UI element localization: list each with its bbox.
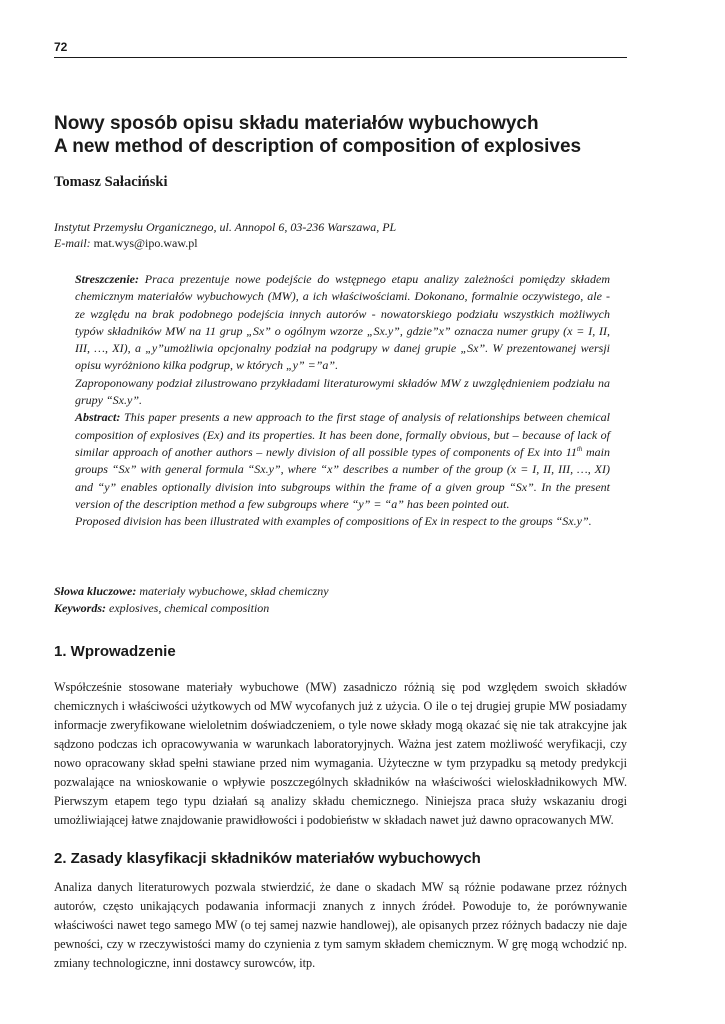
section-1-paragraph: Współcześnie stosowane materiały wybuchowe (MW) zasadniczo różnią się pod względem swoich składów chemicznych i właściwości użytkowych od MW wycofanych już z użycia. O ile o tej drugiej grupie MW posiadamy informacje zweryfikowane wieloletnim doświadczeniem, o tyle nowe składy mogą okazać się nie tak atrakcyjne jak sądzono podczas ich opracowywania w warunkach laboratoryjnych. Ważna jest zatem możliwość weryfikacji, czy nowo opracowany skład spełni stawiane przed nim wymagania. Użyteczne w tym przypadku są metody predykcji pozwalające na wnioskowanie o wpływie poszczególnych składników na właściwości wieloskładnikowych MW. Pierwszym etapem tego typu działań są analizy składu chemicznego. Niniejsza praca służy wskazaniu drogi umożliwiającej łatwe znajdowanie prawidłowości i podobieństw w składach nawet już dawno opracowanych MW.: [54, 680, 627, 827]
abstract-en: [75, 409, 610, 513]
institute-address: Instytut Przemysłu Organicznego, ul. Annopol 6, 03-236 Warszawa, PL: [54, 220, 397, 234]
section-2-heading: 2. Zasady klasyfikacji składników materiałów wybuchowych: [54, 850, 481, 867]
abstract-block: [75, 271, 610, 530]
header-rule: [54, 57, 627, 58]
article-title: [54, 112, 654, 158]
section-1-body: [54, 678, 627, 830]
section-2-body: [54, 878, 627, 973]
email-line: [54, 235, 396, 251]
email-label: E-mail:: [54, 236, 91, 250]
abstract-pl-paragraph2: Zaproponowany podział zilustrowano przykładami literaturowymi składów MW z uwzględnieniem podziału na grupy “Sx.y”.: [75, 375, 610, 408]
keywords-block: [54, 583, 329, 617]
keywords-pl-label: Słowa kluczowe:: [54, 584, 137, 598]
keywords-pl-text: materiały wybuchowe, skład chemiczny: [139, 584, 329, 598]
title-polish: Nowy sposób opisu składu materiałów wybuchowych: [54, 113, 539, 134]
page-number: 72: [54, 40, 68, 54]
section-1-heading: 1. Wprowadzenie: [54, 643, 176, 660]
abstract-en-text: This paper presents a new approach to the first stage of analysis of relationships between chemical composition of explosives (Ex) and its properties. It has been done, formally obvious, but – because of lack of similar approach of another authors – newly division of all possible types of components of Ex into 11: [75, 410, 611, 459]
email-address: mat.wys@ipo.waw.pl: [93, 236, 198, 250]
abstract-pl-text: Praca prezentuje nowe podejście do wstępnego etapu analizy zależności pomiędzy składem chemicznym materiałów wybuchowych (MW), a ich właściwościami. Dokonano, formalnie oczywistego, ale - ze względu na brak podobnego podejścia innych autorów - nowatorskiego podziału wszystkich możliwych typów składników MW na 11 grup „Sx” o ogólnym wzorze „Sx.y”, gdzie”x” oznacza numer grupy (x = I, II, III, …, XI), a „y”umożliwia opcjonalny podział na podgrupy w danej grupie „Sx”. W prezentowanej wersji opisu wyróżniono kilka podgrup, w których „y” =”a”.: [75, 272, 610, 373]
keywords-en: [54, 600, 329, 617]
keywords-pl: [54, 583, 329, 600]
keywords-en-text: explosives, chemical composition: [109, 601, 270, 615]
title-english: A new method of description of composition of explosives: [54, 136, 582, 157]
abstract-en-text-cont: main groups “Sx” with general formula “Sx.y”, where “x” describes a number of the group (x = I, II, III, …, XI) and “y” enables optionally division into subgroups within the frame of a given group “Sx”. In the present version of the description method a few subgroups where “y” = “a” has been pointed out.: [75, 444, 610, 511]
abstract-pl: [75, 271, 610, 375]
affiliation: [54, 219, 396, 251]
keywords-en-label: Keywords:: [54, 601, 106, 615]
abstract-pl-label: Streszczenie:: [75, 272, 139, 286]
author-name: Tomasz Sałaciński: [54, 174, 168, 190]
abstract-en-paragraph2: Proposed division has been illustrated with examples of compositions of Ex in respect to the groups “Sx.y”.: [75, 514, 592, 529]
abstract-en-label: Abstract:: [75, 410, 121, 425]
section-2-paragraph: Analiza danych literaturowych pozwala stwierdzić, że dane o skadach MW są różnie podawane przez różnych autorów, często unikających podawania informacji znanych z innych źródeł. Powoduje to, że porównywanie właściwości nawet tego samego MW (o tej samej nazwie handlowej), ale opisanych przez różnych badaczy nie daje pewności, czy w rzeczywistości mamy do czynienia z tym samym składem chemicznym. W grę mogą wchodzić np. zmiany technologiczne, inni dostawcy surowców, itp.: [54, 880, 627, 970]
ordinal-suffix: th: [576, 444, 583, 453]
